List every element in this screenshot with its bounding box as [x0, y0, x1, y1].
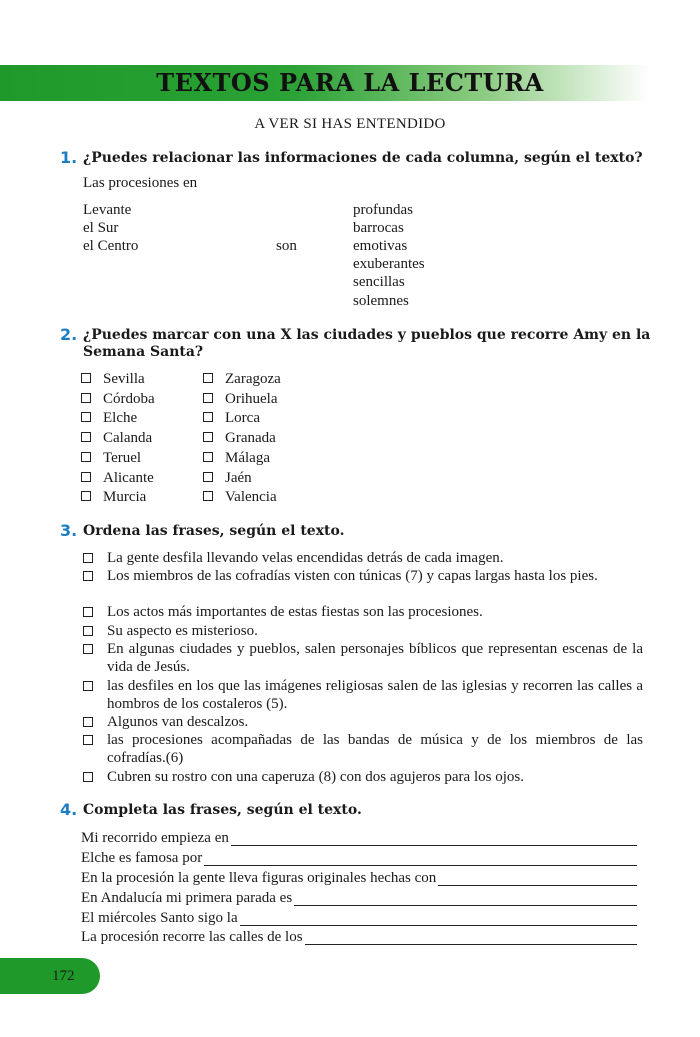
city-label: Granada — [225, 430, 276, 446]
checkbox[interactable] — [203, 491, 213, 501]
checkbox[interactable] — [81, 412, 91, 422]
sentence-start: En Andalucía mi primera parada es — [81, 890, 293, 906]
city-label: Jaén — [225, 470, 252, 486]
q1-right-item: barrocas — [353, 220, 404, 236]
order-item-text: las desfiles en los que las imágenes religiosas salen de las iglesias y recorren las calles a hombros de los costaleros (5). — [107, 678, 643, 712]
checkbox[interactable] — [81, 472, 91, 482]
checkbox[interactable] — [83, 553, 93, 563]
answer-blank[interactable] — [438, 870, 637, 886]
checkbox[interactable] — [81, 393, 91, 403]
city-checkbox-item[interactable] — [81, 450, 141, 467]
city-checkbox-item[interactable] — [203, 470, 252, 487]
sentence-start: En la procesión la gente lleva figuras originales hechas con — [81, 870, 437, 886]
city-checkbox-item[interactable] — [81, 371, 145, 388]
sentence-start: Elche es famosa por — [81, 850, 203, 866]
checkbox[interactable] — [83, 626, 93, 636]
question-2-text-line2: Semana Santa? — [83, 344, 204, 360]
question-2-number: 2. — [60, 325, 78, 344]
question-4-number: 4. — [60, 800, 78, 819]
city-checkbox-item[interactable] — [203, 450, 270, 467]
city-label: Murcia — [103, 489, 147, 505]
q1-intro: Las procesiones en — [83, 175, 198, 191]
city-checkbox-item[interactable] — [203, 489, 277, 506]
city-checkbox-item[interactable] — [81, 391, 155, 408]
order-item-text: las procesiones acompañadas de las bandas de música y de los miembros de las cofradías.(6) — [107, 732, 643, 766]
answer-blank[interactable] — [305, 929, 637, 945]
fill-in-sentence — [81, 828, 637, 846]
city-label: Calanda — [103, 430, 153, 446]
checkbox[interactable] — [83, 644, 93, 654]
page-number: 172 — [52, 968, 75, 984]
order-item[interactable] — [81, 677, 643, 713]
sentence-start: La procesión recorre las calles de los — [81, 929, 303, 945]
city-label: Alicante — [103, 470, 154, 486]
city-label: Córdoba — [103, 391, 155, 407]
answer-blank[interactable] — [231, 830, 637, 846]
sentence-start: El miércoles Santo sigo la — [81, 910, 238, 926]
city-label: Lorca — [225, 410, 260, 426]
checkbox[interactable] — [83, 681, 93, 691]
q1-right-item: exuberantes — [353, 256, 425, 272]
answer-blank[interactable] — [240, 910, 637, 926]
city-checkbox-item[interactable] — [81, 489, 146, 506]
city-checkbox-item[interactable] — [203, 391, 277, 408]
checkbox[interactable] — [81, 373, 91, 383]
city-checkbox-item[interactable] — [81, 430, 152, 447]
order-item[interactable] — [81, 567, 643, 585]
checkbox[interactable] — [83, 607, 93, 617]
checkbox[interactable] — [203, 373, 213, 383]
fill-in-sentence — [81, 848, 637, 866]
q1-right-item: sencillas — [353, 274, 405, 290]
fill-in-sentence — [81, 927, 637, 945]
city-label: Sevilla — [103, 371, 145, 387]
checkbox[interactable] — [83, 717, 93, 727]
city-label: Orihuela — [225, 391, 278, 407]
question-3-text: Ordena las frases, según el texto. — [83, 523, 345, 539]
checkbox[interactable] — [203, 452, 213, 462]
order-item-text: La gente desfila llevando velas encendidas detrás de cada imagen. — [107, 550, 504, 566]
checkbox[interactable] — [81, 452, 91, 462]
checkbox[interactable] — [203, 472, 213, 482]
checkbox[interactable] — [203, 432, 213, 442]
q1-right-item: solemnes — [353, 293, 409, 309]
order-item[interactable] — [81, 622, 643, 640]
checkbox[interactable] — [81, 491, 91, 501]
question-1-number: 1. — [60, 148, 78, 167]
city-label: Teruel — [103, 450, 142, 466]
order-item[interactable] — [81, 603, 643, 621]
city-checkbox-item[interactable] — [203, 430, 276, 447]
order-item-text: Su aspecto es misterioso. — [107, 623, 258, 639]
order-item-text: Los actos más importantes de estas fiestas son las procesiones. — [107, 604, 483, 620]
q1-right-item: emotivas — [353, 238, 408, 254]
question-2-text: ¿Puedes marcar con una X las ciudades y pueblos que recorre Amy en la — [83, 327, 651, 343]
checkbox[interactable] — [203, 393, 213, 403]
q1-left-item: Levante — [83, 202, 132, 218]
page-number-tab — [0, 958, 100, 994]
city-label: Valencia — [225, 489, 277, 505]
city-checkbox-item[interactable] — [203, 371, 281, 388]
section-subtitle: A VER SI HAS ENTENDIDO — [254, 116, 446, 132]
order-item[interactable] — [81, 768, 643, 786]
question-4-text: Completa las frases, según el texto. — [83, 802, 362, 818]
q1-verb: son — [276, 238, 297, 254]
answer-blank[interactable] — [204, 850, 637, 866]
order-item-text: Cubren su rostro con una caperuza (8) con dos agujeros para los ojos. — [107, 769, 524, 785]
order-item[interactable] — [81, 640, 643, 676]
question-1-text: ¿Puedes relacionar las informaciones de cada columna, según el texto? — [83, 150, 643, 166]
order-item-text: Los miembros de las cofradías visten con túnicas (7) y capas largas hasta los pies. — [107, 568, 598, 584]
city-label: Málaga — [225, 450, 270, 466]
q1-left-item: el Sur — [83, 220, 119, 236]
fill-in-sentence — [81, 868, 637, 886]
checkbox[interactable] — [83, 735, 93, 745]
order-item[interactable] — [81, 713, 643, 731]
fill-in-sentence — [81, 908, 637, 926]
city-checkbox-item[interactable] — [203, 410, 260, 427]
city-checkbox-item[interactable] — [81, 410, 137, 427]
checkbox[interactable] — [83, 571, 93, 581]
order-item[interactable] — [81, 549, 643, 567]
fill-in-sentence — [81, 888, 637, 906]
city-checkbox-item[interactable] — [81, 470, 154, 487]
answer-blank[interactable] — [294, 890, 637, 906]
order-item[interactable] — [81, 731, 643, 767]
checkbox[interactable] — [83, 772, 93, 782]
sentence-start: Mi recorrido empieza en — [81, 830, 229, 846]
page-title: TEXTOS PARA LA LECTURA — [156, 68, 544, 97]
city-label: Zaragoza — [225, 371, 281, 387]
question-3-number: 3. — [60, 521, 78, 540]
order-item-text: En algunas ciudades y pueblos, salen personajes bíblicos que representan escenas de la vida de Jesús. — [107, 641, 643, 675]
q1-left-item: el Centro — [83, 238, 139, 254]
checkbox[interactable] — [81, 432, 91, 442]
order-item-text: Algunos van descalzos. — [107, 714, 249, 730]
city-label: Elche — [103, 410, 138, 426]
checkbox[interactable] — [203, 412, 213, 422]
q1-right-item: profundas — [353, 202, 413, 218]
